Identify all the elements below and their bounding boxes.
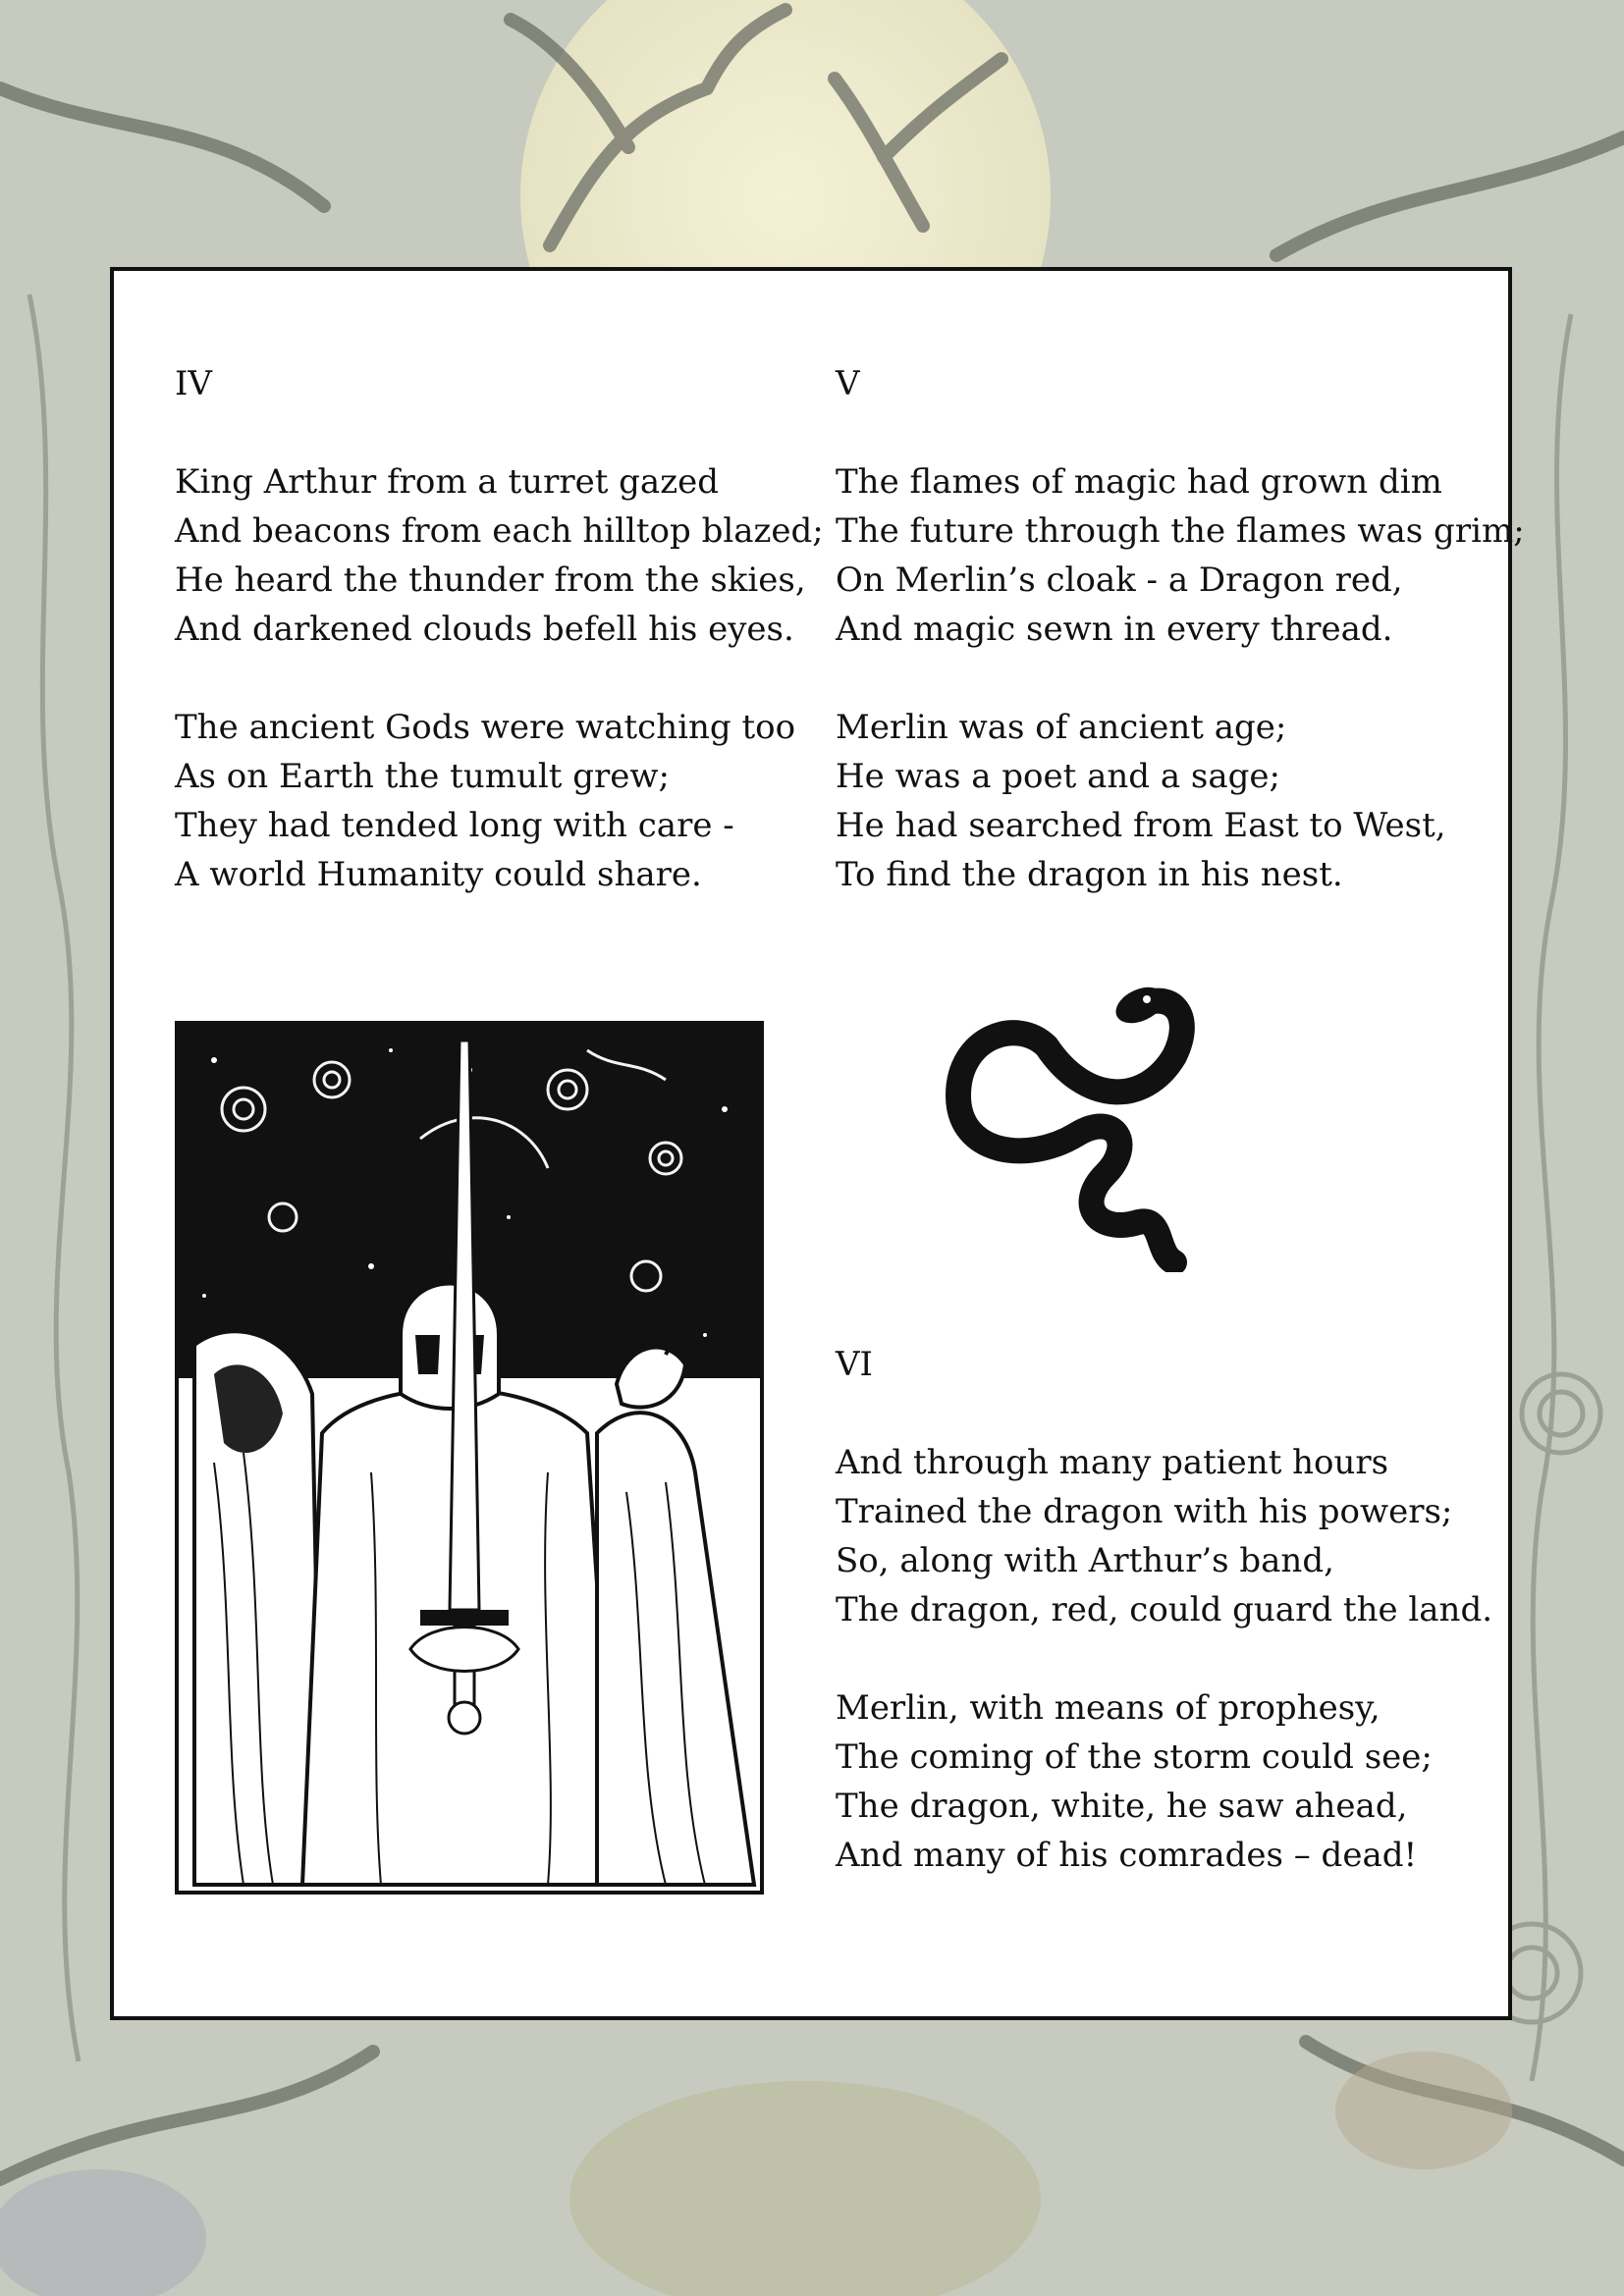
verse-line: King Arthur from a turret gazed (175, 462, 719, 502)
verse-line: The dragon, white, he saw ahead, (836, 1787, 1408, 1826)
verse-line: And beacons from each hilltop blazed; (175, 511, 824, 551)
verse-line: And through many patient hours (836, 1443, 1389, 1482)
verse-line: Trained the dragon with his powers; (836, 1492, 1453, 1531)
verse-line: The future through the flames was grim; (836, 511, 1525, 551)
verse-line: He had searched from East to West, (836, 806, 1446, 845)
verse (836, 457, 1525, 654)
verse-line: On Merlin’s cloak - a Dragon red, (836, 561, 1403, 600)
verse-line: And darkened clouds befell his eyes. (175, 610, 794, 649)
verse-line: The ancient Gods were watching too (175, 708, 796, 747)
serpent-illustration (939, 978, 1272, 1272)
knights-illustration (175, 1021, 764, 1895)
stanza-numeral: VI (836, 1345, 873, 1384)
verse-line: Merlin was of ancient age; (836, 708, 1287, 747)
verse-line: So, along with Arthur’s band, (836, 1541, 1334, 1580)
verse-line: They had tended long with care - (175, 806, 734, 845)
verse-line: And many of his comrades – dead! (836, 1836, 1418, 1875)
verse-line: A world Humanity could share. (175, 855, 702, 894)
content-panel (110, 267, 1525, 2020)
serpent-head (1110, 981, 1170, 1031)
serpent-body (958, 1001, 1182, 1262)
verse-line: Merlin, with means of prophesy, (836, 1688, 1380, 1728)
verse (836, 703, 1525, 899)
verse (836, 1683, 1492, 1880)
stanza-numeral: V (836, 364, 860, 403)
verse-line: As on Earth the tumult grew; (175, 757, 670, 796)
verse (836, 1438, 1492, 1634)
sword-crossguard (420, 1610, 509, 1626)
verse-line: And magic sewn in every thread. (836, 610, 1393, 649)
stanza-column-iv (175, 359, 824, 948)
verse-line: The flames of magic had grown dim (836, 462, 1442, 502)
stanza-column-v (836, 359, 1525, 948)
verse-line: He was a poet and a sage; (836, 757, 1280, 796)
verse (175, 703, 824, 899)
verse-line: The dragon, red, could guard the land. (836, 1590, 1493, 1629)
stanza-column-vi (836, 1340, 1492, 1929)
verse-line: To find the dragon in his nest. (836, 855, 1343, 894)
helmet (401, 1284, 499, 1410)
verse (175, 457, 824, 654)
verse-line: The coming of the storm could see; (836, 1737, 1433, 1777)
stanza-numeral: IV (175, 364, 212, 403)
verse-line: He heard the thunder from the skies, (175, 561, 806, 600)
